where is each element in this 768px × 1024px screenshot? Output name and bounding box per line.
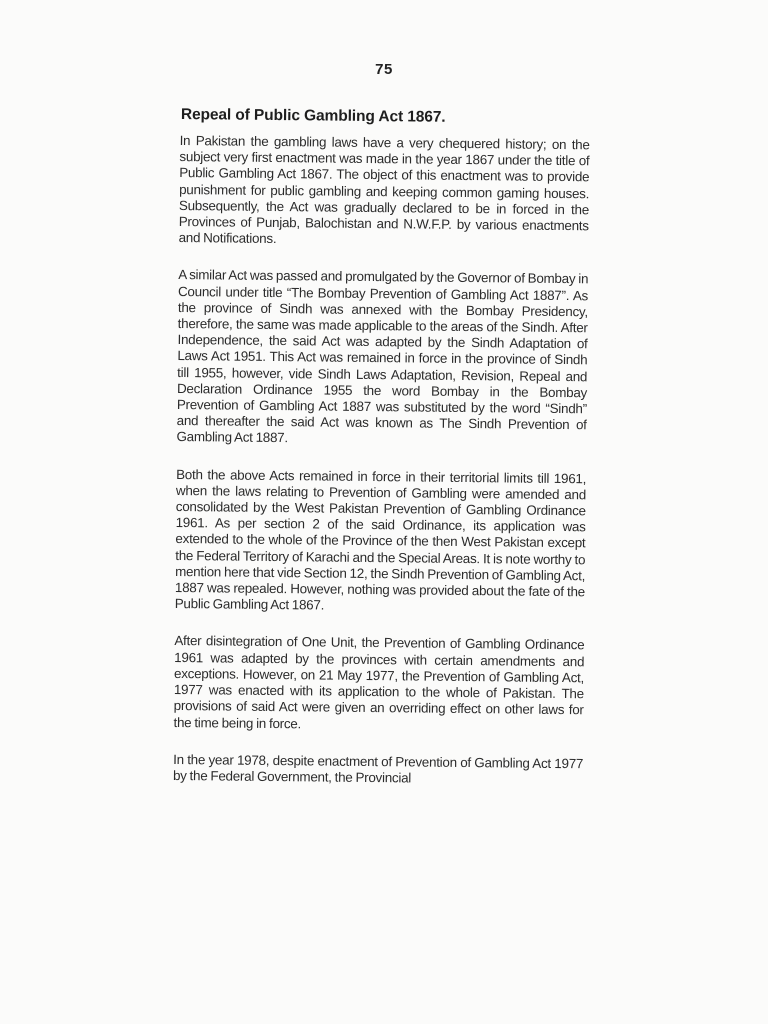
paragraph-5: In the year 1978, despite enactment of Prevention of Gambling Act 1977 by the Federal Government, the Provincial bbox=[172, 751, 584, 786]
paragraph-3: Both the above Acts remained in force in their territorial limits till 1961, when the laws relating to Prevention of Gambling were amended and consolidated by the West Pakistan Prevention of Gambling Ordinance 1961. As per section 2 of the said Ordinance, its application was extended to the whole of the Province of the then West Pakistan except the Federal Territory of Karachi and the Special Areas. It is note worthy to mention here that vide Section 12, the Sindh Prevention of Gambling Act, 1887 was repealed. However, nothing was provided about the fate of the Public Gambling Act 1867. bbox=[174, 466, 587, 613]
paragraph-2: A similar Act was passed and promulgated by the Governor of Bombay in Council under title “The Bombay Prevention of Gambling Act 1887”. As the province of Sindh was annexed with the Bombay Presidency, therefore, the same was made applicable to the areas of the Sindh. After Independence, the said Act was adapted by the Sindh Adaptation of Laws Act 1951. This Act was remained in force in the province of Sindh till 1955, however, vide Sindh Laws Adaptation, Revision, Repeal and Declaration Ordinance 1955 the word Bombay in the Bombay Prevention of Gambling Act 1887 was substituted by the word “Sindh” and thereafter the said Act was known as The Sindh Prevention of Gambling Act 1887. bbox=[176, 267, 589, 446]
page-content bbox=[173, 106, 590, 788]
page-number: 75 bbox=[375, 61, 393, 78]
paragraph-4: After disintegration of One Unit, the Prevention of Gambling Ordinance 1961 was adapted by the provinces with certain amendments and exceptions. However, on 21 May 1977, the Prevention of Gambling Act, 1977 was enacted with its application to the whole of Pakistan. The provisions of said Act were given an overriding effect on other laws for the time being in force. bbox=[173, 633, 585, 731]
section-heading: Repeal of Public Gambling Act 1867. bbox=[180, 106, 446, 126]
paragraph-1: In Pakistan the gambling laws have a very chequered history; on the subject very first enactment was made in the year 1867 under the title of Public Gambling Act 1867. The object of this enactment was to provide punishment for public gambling and keeping common gaming houses. Subsequently, the Act was gradually declared to be in forced in the Provinces of Punjab, Balochistan and N.W.F.P. by various enactments and Notifications. bbox=[178, 132, 590, 247]
